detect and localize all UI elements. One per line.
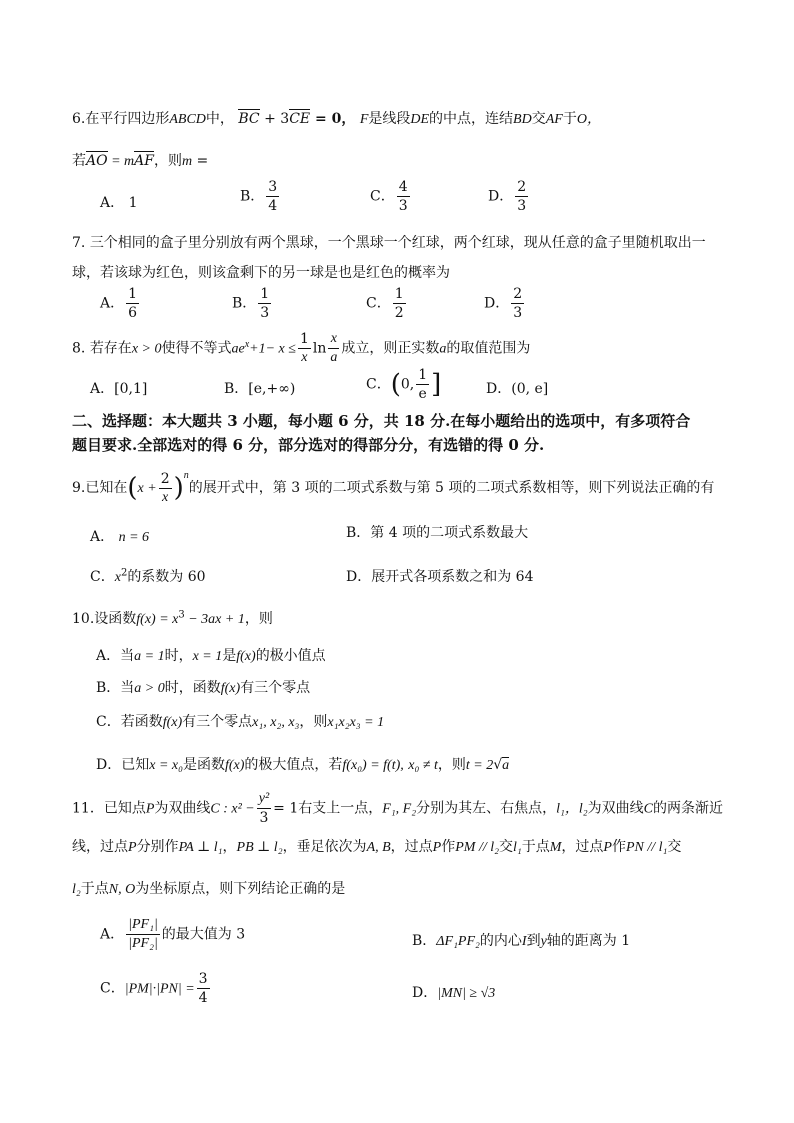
fraction <box>515 180 528 213</box>
q10-text: ，则 <box>244 611 273 627</box>
q6-text: ，则 <box>153 153 182 169</box>
sqrt-symbol: √ <box>493 757 503 773</box>
fraction-den: 3 <box>517 198 527 214</box>
option-math: |MN| ≥ √3 <box>437 986 496 1001</box>
option-text: 是 <box>222 648 237 664</box>
q11-text: 已知点 <box>103 800 146 817</box>
section2-line1: 二、选择题：本大题共 3 小题，每小题 6 分，共 18 分.在每小题给出的选项中，有多项符合 <box>72 412 691 430</box>
option-value: 0, <box>400 376 415 393</box>
q6-text: = 0， <box>310 111 356 127</box>
fraction-num: 2 <box>517 179 527 195</box>
q11-text: 的两条渐近 <box>652 800 723 817</box>
q11-text: 为双曲线 <box>587 800 644 817</box>
q11-math: P <box>128 840 137 855</box>
q6-var: BD <box>513 112 532 127</box>
vector-bc: BC <box>238 111 260 127</box>
option-math: f(x) <box>224 758 245 773</box>
q11-line2 <box>72 836 681 856</box>
fraction <box>258 287 271 320</box>
option-letter: B． <box>240 188 265 205</box>
option-letter: B． <box>96 680 121 696</box>
option-letter: D． <box>484 295 510 312</box>
fraction-num: 1 <box>260 286 270 302</box>
option-math: f(x) <box>236 649 256 664</box>
vector-af: AF <box>134 153 154 169</box>
fraction-den: 3 <box>259 810 269 826</box>
q8-option-c[interactable] <box>366 368 441 401</box>
q6-text: 是线段 <box>368 111 411 127</box>
q8-text: 若存在 <box>89 340 132 357</box>
q8-math: ln <box>312 340 327 357</box>
option-letter: B． <box>346 525 371 541</box>
q11-math: l₁，l₂ <box>556 801 588 817</box>
q6-text: 于 <box>562 111 577 127</box>
q8-math: ae <box>231 341 245 357</box>
fraction-den: 2 <box>394 305 404 321</box>
option-value: [e,+∞) <box>248 381 296 397</box>
q9-line1 <box>72 470 714 505</box>
fraction-num: 1 <box>128 286 138 302</box>
option-letter: D． <box>488 188 514 205</box>
q9-text: 已知在 <box>85 480 128 496</box>
q6-option-a[interactable] <box>100 192 138 212</box>
q9-option-b[interactable] <box>346 522 528 542</box>
q6-number: 6. <box>72 111 86 127</box>
q8-math: a <box>439 341 447 357</box>
fraction-den: e <box>418 386 427 402</box>
q11-text: ，过点 <box>390 839 433 855</box>
q8-math: +1− x ≤ <box>249 341 296 357</box>
q6-text: + 3 <box>259 111 290 127</box>
option-text: 有三个零点 <box>240 680 311 696</box>
q11-text: 交 <box>498 839 513 855</box>
option-math: ΔF₁PF₂ <box>436 934 480 949</box>
option-text: 有三个零点 <box>182 714 253 730</box>
section2-heading <box>72 410 690 431</box>
vector-ao: AO <box>86 153 108 169</box>
q9-exponent: n <box>183 470 189 481</box>
option-text: ，则 <box>437 757 466 773</box>
fraction <box>397 180 410 213</box>
q6-text: 的中点，连结 <box>429 111 514 127</box>
q10-option-d[interactable] <box>96 754 509 774</box>
q7-option-a[interactable] <box>100 287 141 320</box>
q11-line1 <box>72 792 723 825</box>
vector-ce: CE <box>289 111 311 127</box>
option-letter: B． <box>412 933 437 949</box>
fraction-num: x <box>328 332 339 349</box>
option-letter: A． <box>100 295 125 312</box>
fraction <box>266 180 279 213</box>
q8-text: 使得不等式 <box>161 340 232 357</box>
q10-math: − 3ax + 1 <box>184 612 245 627</box>
option-value: (0, e] <box>511 381 549 397</box>
option-value: [0,1] <box>114 381 148 397</box>
q9-option-c[interactable] <box>90 566 206 586</box>
option-math: a <box>502 758 510 773</box>
option-letter: C． <box>90 569 115 585</box>
q10-math: f(x) = x <box>136 612 179 627</box>
option-letter: A． <box>96 648 121 664</box>
option-math: t = 2 <box>465 758 494 773</box>
fraction-den: x <box>162 489 169 505</box>
q7-option-d[interactable] <box>484 287 526 320</box>
q8-text: 成立，则正实数 <box>341 340 440 357</box>
fraction-den: a <box>330 350 338 365</box>
fraction-num: 2 <box>513 286 523 302</box>
q8-math: x > 0 <box>131 341 162 357</box>
option-math: a = 1 <box>134 649 165 664</box>
q11-text: ，垂足依次为 <box>282 839 367 855</box>
q10-option-a[interactable] <box>96 645 326 665</box>
option-math: x = x₀ <box>149 758 183 773</box>
option-value: n = 6 <box>118 530 150 545</box>
q9-option-a[interactable] <box>90 526 149 546</box>
q11-text: 作 <box>441 839 456 855</box>
fraction <box>416 368 429 401</box>
fraction-den: x <box>301 350 308 365</box>
q7-option-b[interactable] <box>232 287 273 320</box>
option-math: |PM|·|PN| = <box>124 981 195 997</box>
q7-number: 7. <box>72 235 86 251</box>
q10-number: 10. <box>72 611 95 627</box>
option-text: 轴的距离为 1 <box>546 933 631 949</box>
fraction <box>126 918 160 951</box>
fraction-num: 1 <box>418 367 428 383</box>
q6-abcd: ABCD <box>169 112 206 127</box>
q11-math: P <box>145 801 155 817</box>
q11-math: l₁ <box>512 840 522 855</box>
option-math: y <box>540 934 547 949</box>
q11-math: C <box>643 801 653 817</box>
q11-option-d[interactable] <box>412 982 495 1002</box>
q9-text: 的展开式中，第 3 项的二项式系数与第 5 项的二项式系数相等，则下列说法正确的有 <box>188 480 715 496</box>
q6-text: 交 <box>531 111 546 127</box>
q11-text: 交 <box>667 839 682 855</box>
fraction-den: 3 <box>260 305 270 321</box>
fraction-num: 4 <box>398 179 408 195</box>
q6-option-b[interactable] <box>240 180 281 213</box>
fraction-num: 2 <box>160 470 170 487</box>
option-text: 到 <box>526 933 541 949</box>
option-letter: A． <box>100 926 125 943</box>
option-letter: C． <box>366 376 391 393</box>
section2-line2: 题目要求.全部选对的得 6 分，部分选对的得部分分，有选错的得 0 分. <box>72 436 545 454</box>
q11-math: P <box>432 840 442 855</box>
q6-var: O， <box>576 112 601 127</box>
q11-math: A, B <box>366 840 391 855</box>
q11-text: 右支上一点， <box>298 800 383 817</box>
q7-text: 球，若该球为红色，则该盒剩下的另一球是也是红色的概率为 <box>72 265 450 281</box>
fraction-num: 3 <box>198 971 208 987</box>
q11-text: 作 <box>611 839 626 855</box>
q11-math: C : x² − <box>210 801 255 817</box>
option-text: 的最大值为 3 <box>161 926 246 943</box>
fraction-den: 3 <box>398 198 408 214</box>
option-text: 的内心 <box>479 933 522 949</box>
paren-close: ) <box>173 473 184 503</box>
q6-option-d[interactable] <box>488 180 530 213</box>
fraction-den: |PF₂| <box>128 936 158 951</box>
fraction-num: 1 <box>299 331 309 347</box>
q6-var: F <box>359 112 369 127</box>
q11-text: 为双曲线 <box>154 800 211 817</box>
option-value: 1 <box>128 195 138 211</box>
fraction <box>257 792 271 825</box>
option-letter: C． <box>366 295 391 312</box>
q8-text: 的取值范围为 <box>446 340 531 357</box>
q6-var: m <box>181 154 193 169</box>
option-math: x₁, x₂, x₃ <box>252 715 300 730</box>
q8-number: 8. <box>72 340 86 357</box>
q9-number: 9. <box>72 480 86 496</box>
fraction-num: 1 <box>394 286 404 302</box>
option-value: 2 <box>120 567 128 579</box>
q11-math: PB ⊥ l₂ <box>236 840 283 855</box>
option-math: f(x₀) = f(t), <box>342 758 404 773</box>
option-math: f(x) <box>162 715 183 730</box>
option-text: 时，函数 <box>164 680 221 696</box>
option-letter: C． <box>100 980 125 997</box>
q8-option-a[interactable] <box>90 378 147 398</box>
q8-option-d[interactable] <box>486 378 548 398</box>
option-letter: A． <box>100 195 125 211</box>
q6-line2 <box>72 150 208 170</box>
option-letter: A． <box>90 529 115 545</box>
q7-option-c[interactable] <box>366 287 408 320</box>
q11-math: PN // l₁ <box>625 840 668 855</box>
option-letter: D． <box>412 985 438 1001</box>
option-value: 展开式各项系数之和为 64 <box>371 569 534 585</box>
fraction <box>159 472 172 505</box>
option-letter: D． <box>346 569 372 585</box>
q6-text: 在平行四边形 <box>85 111 170 127</box>
fraction <box>393 287 406 320</box>
q11-math: = 1 <box>273 800 299 817</box>
option-text: ，则 <box>299 714 328 730</box>
q6-text: 若 <box>72 153 86 169</box>
q11-math: M <box>549 840 562 855</box>
option-math: I <box>521 934 527 949</box>
fraction-den: 3 <box>513 305 523 321</box>
q11-option-c[interactable] <box>100 972 212 1005</box>
q8-line1 <box>72 332 530 365</box>
q10-option-c[interactable] <box>96 711 384 731</box>
q11-math: PA ⊥ l₁ <box>178 840 223 855</box>
option-letter: C． <box>96 714 121 730</box>
fraction-den: 4 <box>198 990 208 1006</box>
q6-line1 <box>72 108 601 128</box>
q11-line3 <box>72 878 345 898</box>
option-text: 时， <box>164 648 193 664</box>
option-letter: D． <box>96 757 122 773</box>
q9-option-d[interactable] <box>346 566 534 586</box>
q11-math: N, O <box>108 882 136 897</box>
option-letter: C． <box>370 188 395 205</box>
option-math: x₁x₂x₃ = 1 <box>327 715 385 730</box>
fraction <box>328 332 339 365</box>
q7-line1 <box>72 232 706 252</box>
option-value: 的系数为 60 <box>127 569 206 585</box>
q11-option-b[interactable] <box>412 930 630 950</box>
option-value: 第 4 项的二项式系数最大 <box>370 525 529 541</box>
q11-text: ， <box>222 839 237 855</box>
q11-math: P <box>603 840 612 855</box>
q11-math: l₂ <box>72 882 81 897</box>
q11-math: PM // l₂ <box>455 840 499 855</box>
q6-var: AF <box>545 112 563 127</box>
fraction-den: 4 <box>268 198 278 214</box>
paren-open: ( <box>390 369 401 400</box>
q10-option-b[interactable] <box>96 677 310 697</box>
fraction-num: 3 <box>268 179 278 195</box>
q7-text: 三个相同的盒子里分别放有两个黑球，一个黑球一个红球，两个红球，现从任意的盒子里随机取出一 <box>89 235 706 251</box>
q9-math: x + <box>137 481 157 496</box>
q10-text: 设函数 <box>94 611 137 627</box>
q10-math: 3 <box>178 609 185 621</box>
fraction-den: 6 <box>128 305 138 321</box>
q11-number: 11． <box>72 800 104 817</box>
fraction <box>511 287 524 320</box>
q11-text: 于点 <box>80 881 109 897</box>
q11-text: 线，过点 <box>72 839 128 855</box>
q7-line2 <box>72 262 450 282</box>
fraction-num: y² <box>257 792 271 809</box>
q8-math: x <box>244 338 250 350</box>
option-letter: A． <box>90 381 115 397</box>
q11-text: ，过点 <box>561 839 604 855</box>
q11-text: 分别作 <box>136 839 179 855</box>
q6-text: = m <box>107 154 135 169</box>
option-text: 当 <box>120 680 135 696</box>
option-text: 若函数 <box>120 714 163 730</box>
q6-text: = <box>192 153 209 169</box>
fraction <box>126 287 139 320</box>
q6-var: DE <box>410 112 430 127</box>
section2-heading-2 <box>72 434 544 455</box>
paren-close: ] <box>431 369 442 400</box>
q11-text: 为坐标原点，则下列结论正确的是 <box>135 881 346 897</box>
option-letter: B． <box>232 295 257 312</box>
option-math: f(x) <box>220 681 241 696</box>
option-text: 当 <box>120 648 135 664</box>
option-text: 已知 <box>121 757 150 773</box>
option-letter: D． <box>486 381 512 397</box>
fraction <box>298 332 311 365</box>
q11-text: 分别为其左、右焦点， <box>416 800 557 817</box>
option-text: 是函数 <box>182 757 225 773</box>
fraction-num: |PF₁| <box>126 918 160 935</box>
q6-text: 中， <box>205 111 234 127</box>
q11-text: 于点 <box>521 839 550 855</box>
option-math: x = 1 <box>192 649 223 664</box>
option-math: x₀ ≠ t <box>408 758 438 773</box>
q11-option-a[interactable] <box>100 918 245 951</box>
option-text: 的极大值点，若 <box>244 757 343 773</box>
q8-option-b[interactable] <box>224 378 295 398</box>
paren-open: ( <box>127 473 138 503</box>
option-text: 的极小值点 <box>255 648 326 664</box>
option-value: x <box>114 570 121 585</box>
q11-math: F₁, F₂ <box>382 801 417 817</box>
option-math: a > 0 <box>134 681 165 696</box>
q6-option-c[interactable] <box>370 180 412 213</box>
q10-line1 <box>72 608 273 628</box>
fraction <box>197 972 210 1005</box>
option-letter: B． <box>224 381 249 397</box>
